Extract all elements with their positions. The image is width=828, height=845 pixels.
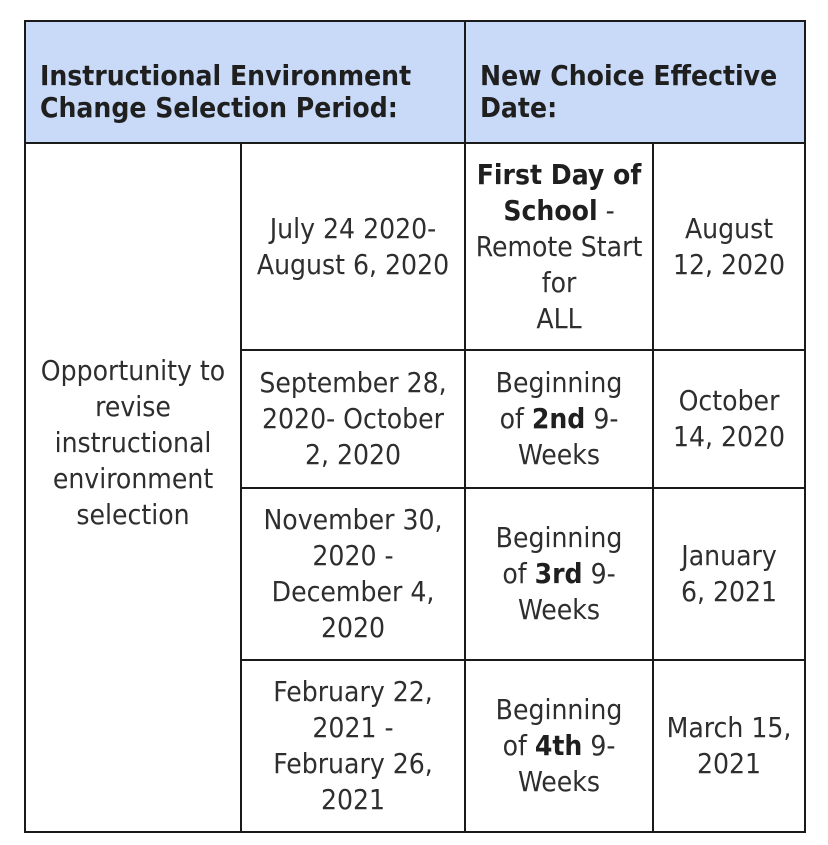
table-header-row bbox=[25, 21, 805, 143]
effective-date-cell bbox=[653, 660, 805, 832]
milestone-bold: 2nd bbox=[531, 402, 586, 435]
header-effective-date-label: New Choice Effective Date: bbox=[480, 59, 778, 124]
milestone-suffix: - Remote Start for ALL bbox=[475, 193, 643, 335]
milestone-bold: First Day of School bbox=[476, 157, 642, 227]
selection-schedule-table bbox=[24, 20, 806, 833]
effective-date-text: August 12, 2020 bbox=[672, 211, 786, 281]
period-text: February 22, 2021 - February 26, 2021 bbox=[273, 675, 433, 816]
milestone-cell bbox=[465, 143, 653, 350]
milestone-text bbox=[472, 365, 646, 473]
milestone-bold: 3rd bbox=[534, 557, 583, 590]
period-text: November 30, 2020 - December 4, 2020 bbox=[263, 503, 443, 644]
milestone-prefix: Beginning of bbox=[495, 521, 623, 590]
period-cell bbox=[241, 488, 465, 660]
effective-date-text: March 15, 2021 bbox=[666, 711, 792, 780]
period-text: July 24 2020- August 6, 2020 bbox=[256, 211, 450, 281]
milestone-suffix: 9- Weeks bbox=[518, 557, 616, 626]
period-cell bbox=[241, 660, 465, 832]
header-selection-period-label: Instructional Environment Change Selection Period: bbox=[40, 59, 412, 124]
milestone-text bbox=[472, 157, 646, 337]
milestone-prefix: Beginning of bbox=[495, 366, 623, 435]
milestone-text bbox=[472, 692, 646, 800]
milestone-prefix: Beginning of bbox=[495, 693, 623, 762]
milestone-bold: 4th bbox=[534, 729, 583, 762]
header-effective-date bbox=[465, 21, 805, 143]
effective-date-text: October 14, 2020 bbox=[672, 384, 786, 453]
table-row bbox=[25, 143, 805, 350]
effective-date-cell bbox=[653, 143, 805, 350]
opportunity-cell bbox=[25, 143, 241, 832]
milestone-cell bbox=[465, 350, 653, 488]
period-cell bbox=[241, 143, 465, 350]
milestone-text bbox=[472, 520, 646, 628]
milestone-cell bbox=[465, 660, 653, 832]
period-cell bbox=[241, 350, 465, 488]
effective-date-cell bbox=[653, 488, 805, 660]
period-text: September 28, 2020- October 2, 2020 bbox=[259, 366, 447, 471]
milestone-cell bbox=[465, 488, 653, 660]
opportunity-text: Opportunity to revise instructional environment selection bbox=[40, 353, 226, 531]
effective-date-text: January 6, 2021 bbox=[680, 539, 778, 608]
effective-date-cell bbox=[653, 350, 805, 488]
milestone-suffix: 9- Weeks bbox=[518, 402, 619, 471]
header-selection-period bbox=[25, 21, 465, 143]
milestone-suffix: 9- Weeks bbox=[518, 729, 616, 798]
